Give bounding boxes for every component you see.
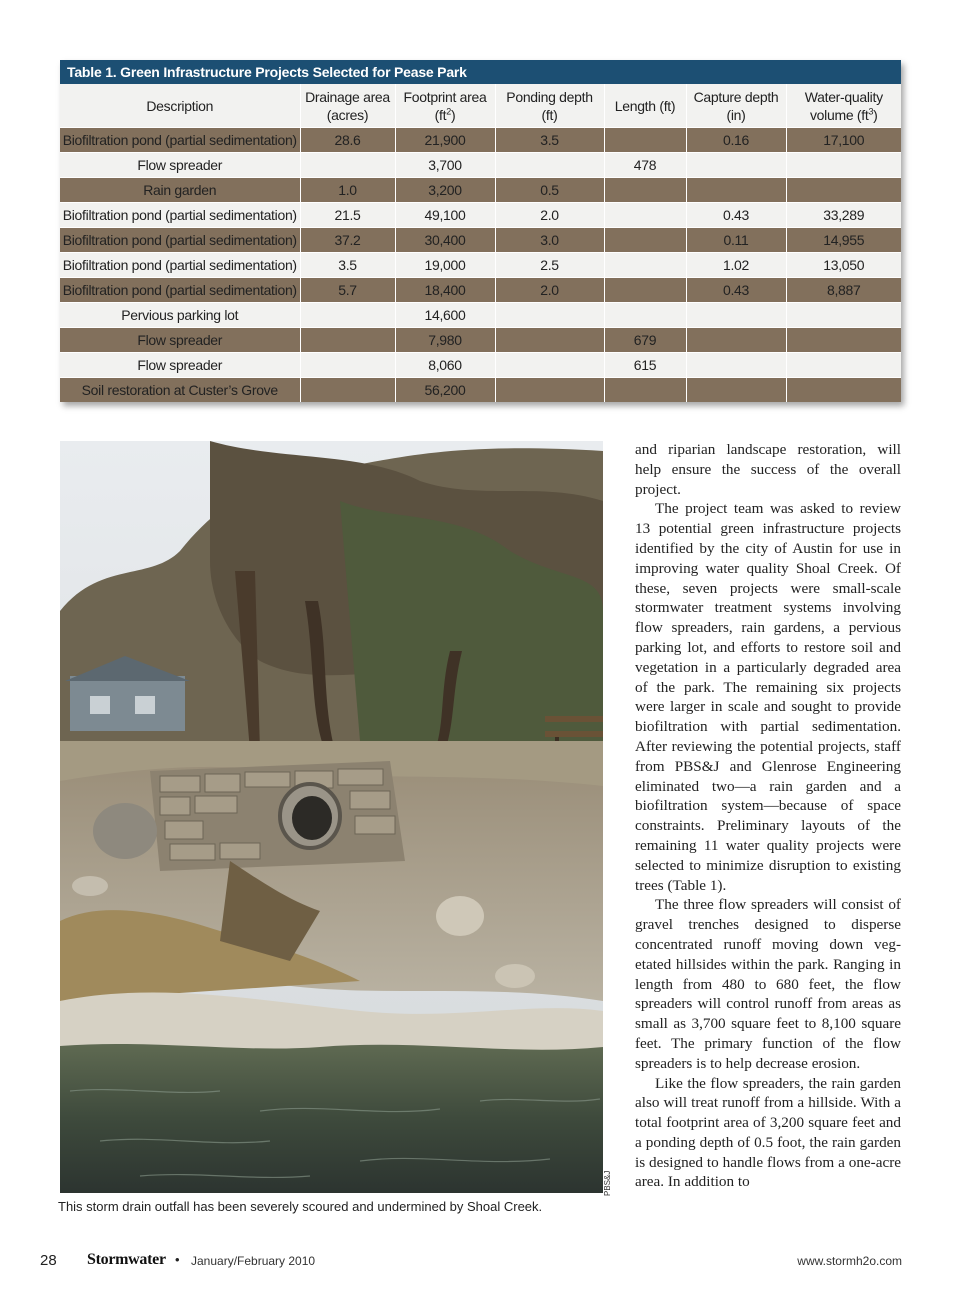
header-superscript: 3 (868, 105, 874, 116)
table-cell: Rain garden (60, 178, 300, 203)
body-paragraph: Like the flow spreaders, the rain garden also will treat runoff from a hillside. With a total footprint area of 3,200 square feet and a ponding depth of 0.5 foot, the rain garden is designed to handle flows from a one-acre area. In addition to (635, 1074, 901, 1191)
table-cell (686, 153, 786, 178)
table-cell: 49,100 (395, 203, 495, 228)
table-cell (604, 378, 686, 403)
body-paragraph: The project team was asked to review 13 potential green infrastructure projects identified by the city of Austin for use in improving water quality Shoal Creek. Of these, seven projects were small-scale stormwater treatment systems involving flow spreaders, rain gardens, a pervious parking lot, and efforts to restore soil and vegetation in a particularly degraded area of the park. The remaining six projects were larger in scale and sought to provide biofiltration with partial sedimentation. After reviewing the potential projects, staff from PBS&J and Glenrose Engineering eliminated two—a rain garden and a biofiltration system—because of space constraints. Preliminary layouts of the remaining 11 water quality projects were selected to minimize disruption to existing trees (Table 1). (635, 500, 901, 894)
table-cell: 615 (604, 353, 686, 378)
table-cell: 56,200 (395, 378, 495, 403)
table-cell (495, 303, 604, 328)
header-line: Drainage area (305, 88, 390, 105)
table-cell (686, 378, 786, 403)
table-cell (786, 153, 901, 178)
header-line (396, 106, 495, 124)
header-line: Capture depth (693, 88, 779, 105)
table-header-cell (604, 84, 686, 128)
table-row (60, 228, 901, 253)
table-cell: 478 (604, 153, 686, 178)
header-line: Length (ft) (614, 97, 676, 114)
header-unit: (ft) (541, 106, 558, 123)
table-cell: Flow spreader (60, 153, 300, 178)
table-cell: 19,000 (395, 253, 495, 278)
table-cell (786, 378, 901, 403)
header-line: Ponding depth (506, 88, 593, 105)
table-header-cell (495, 84, 604, 128)
article-body (635, 440, 901, 1192)
table-cell (604, 303, 686, 328)
table-cell: 2.5 (495, 253, 604, 278)
header-unit: (in) (726, 106, 746, 123)
table-header-cell (395, 84, 495, 128)
table-cell: 21,900 (395, 128, 495, 153)
table-cell: 14,600 (395, 303, 495, 328)
table-row (60, 253, 901, 278)
website-url: www.stormh2o.com (797, 1254, 902, 1268)
table-header-cell (786, 84, 901, 128)
body-paragraph: The three flow spreaders will consist of gravel trenches designed to disperse concentrated runoff moving down vegetated hillsides within the park. Ranging in length from 480 to 680 feet, the flow spreaders will control runoff from areas as small as 3,700 square feet to 8,100 square feet. The primary function of the flow spreaders is to help decrease erosion. (635, 896, 901, 1072)
table-cell: 18,400 (395, 278, 495, 303)
header-line (787, 106, 902, 124)
table-cell: 3.5 (300, 253, 395, 278)
table-cell: 3.5 (495, 128, 604, 153)
table-row (60, 353, 901, 378)
table-cell (300, 328, 395, 353)
header-line: Description (146, 97, 214, 114)
table-cell: 28.6 (300, 128, 395, 153)
header-unit-close: ) (873, 106, 878, 123)
table-cell (604, 128, 686, 153)
table-cell: Biofiltration pond (partial sedimentation) (60, 253, 300, 278)
table-cell (604, 278, 686, 303)
table-cell: 30,400 (395, 228, 495, 253)
header-line (496, 106, 604, 124)
header-superscript: 2 (446, 105, 451, 116)
table-cell (300, 353, 395, 378)
table-cell (604, 203, 686, 228)
table-header-cell (60, 84, 300, 128)
table-row (60, 278, 901, 303)
table-cell (786, 328, 901, 353)
page-footer (40, 1252, 902, 1272)
table-cell: 0.5 (495, 178, 604, 203)
table-cell (786, 353, 901, 378)
table-row (60, 153, 901, 178)
photo-credit: PBS&J (603, 1170, 612, 1196)
table-cell: 37.2 (300, 228, 395, 253)
page-number: 28 (40, 1252, 57, 1269)
table-cell (786, 303, 901, 328)
table-cell: 8,887 (786, 278, 901, 303)
table-cell: 8,060 (395, 353, 495, 378)
table-cell (686, 303, 786, 328)
table-row (60, 178, 901, 203)
table-cell: Pervious parking lot (60, 303, 300, 328)
table-cell: 5.7 (300, 278, 395, 303)
table-cell: 14,955 (786, 228, 901, 253)
header-unit-close: ) (450, 106, 456, 123)
table-cell: 1.02 (686, 253, 786, 278)
table-cell (300, 153, 395, 178)
table-cell: 3,700 (395, 153, 495, 178)
table-row (60, 203, 901, 228)
table-cell: 1.0 (300, 178, 395, 203)
table-grid (60, 84, 901, 402)
issue-date: January/February 2010 (191, 1254, 316, 1268)
header-unit: volume (ft (809, 106, 869, 123)
table-cell (686, 178, 786, 203)
table-cell: 2.0 (495, 203, 604, 228)
header-line (687, 106, 786, 124)
table-cell (686, 353, 786, 378)
table-cell: 3,200 (395, 178, 495, 203)
table-header-cell (686, 84, 786, 128)
table-cell: 33,289 (786, 203, 901, 228)
table-cell (786, 178, 901, 203)
table-row (60, 128, 901, 153)
table-cell: 0.43 (686, 203, 786, 228)
table-cell: Biofiltration pond (partial sedimentation) (60, 128, 300, 153)
table-cell: Flow spreader (60, 353, 300, 378)
header-unit: (acres) (326, 106, 369, 123)
table-cell: 7,980 (395, 328, 495, 353)
table-row (60, 328, 901, 353)
table-cell: 2.0 (495, 278, 604, 303)
table-cell: 0.16 (686, 128, 786, 153)
table-cell (604, 253, 686, 278)
table-cell (495, 353, 604, 378)
table-cell: 0.43 (686, 278, 786, 303)
table-row (60, 303, 901, 328)
table-cell: Biofiltration pond (partial sedimentation) (60, 278, 300, 303)
header-line: Water-quality (804, 88, 883, 105)
table-cell (300, 378, 395, 403)
header-line (301, 106, 395, 124)
separator-bullet: • (175, 1252, 180, 1267)
table-cell: Soil restoration at Custer’s Grove (60, 378, 300, 403)
table-row (60, 378, 901, 403)
table-cell: 3.0 (495, 228, 604, 253)
table-cell (604, 228, 686, 253)
table-title: Table 1. Green Infrastructure Projects Selected for Pease Park (60, 60, 901, 84)
table-cell: 17,100 (786, 128, 901, 153)
table-cell: 679 (604, 328, 686, 353)
photo-caption: This storm drain outfall has been severely scoured and undermined by Shoal Creek. (58, 1199, 543, 1214)
header-line: Footprint area (403, 88, 487, 105)
table-cell: 0.11 (686, 228, 786, 253)
table-header-cell (300, 84, 395, 128)
table-header-row (60, 84, 901, 128)
table-cell: Flow spreader (60, 328, 300, 353)
table-cell (686, 328, 786, 353)
table-cell: 13,050 (786, 253, 901, 278)
magazine-name: Stormwater (87, 1251, 166, 1268)
body-paragraph: and riparian landscape restoration, will help ensure the success of the overall project. (635, 441, 901, 498)
table-cell: 21.5 (300, 203, 395, 228)
header-unit: (ft (434, 106, 447, 123)
table-cell: Biofiltration pond (partial sedimentation) (60, 203, 300, 228)
table-cell (604, 178, 686, 203)
table-cell (495, 378, 604, 403)
table-body (60, 128, 901, 403)
table-cell: Biofiltration pond (partial sedimentation) (60, 228, 300, 253)
table-cell (495, 153, 604, 178)
projects-table (60, 60, 901, 402)
table-cell (300, 303, 395, 328)
table-cell (495, 328, 604, 353)
storm-drain-photo (60, 441, 603, 1193)
